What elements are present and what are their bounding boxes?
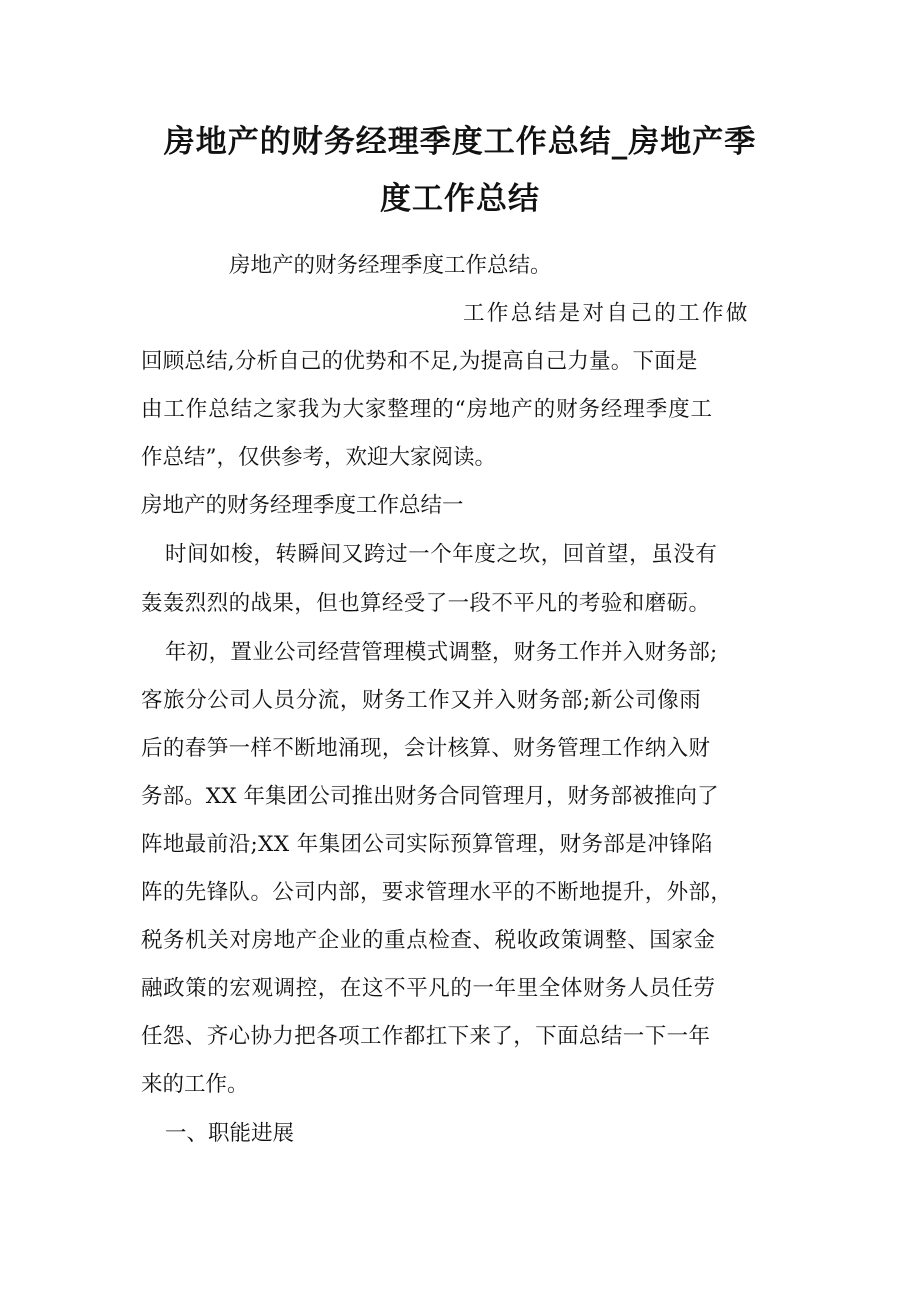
para2-line-3: 后的春笋一样不断地涌现，会计核算、财务管理工作纳入财 xyxy=(141,736,711,761)
intro-line-1: 工作总结是对自己的工作做 xyxy=(463,301,750,326)
para2-line-5: 阵地最前沿;XX 年集团公司实际预算管理，财务部是冲锋陷 xyxy=(141,832,713,857)
para2-line-2: 客旅分公司人员分流，财务工作又并入财务部;新公司像雨 xyxy=(141,688,702,713)
subheading-1: 一、职能进展 xyxy=(165,1121,295,1146)
para2-line-10: 来的工作。 xyxy=(141,1072,249,1097)
subtitle-line: 房地产的财务经理季度工作总结。 xyxy=(229,253,552,278)
para2-line-7: 税务机关对房地产企业的重点检查、税收政策调整、国家金 xyxy=(141,928,716,953)
para2-line-4: 务部。XX 年集团公司推出财务合同管理月，财务部被推向了 xyxy=(141,784,719,809)
intro-line-2: 回顾总结,分析自己的优势和不足,为提高自己力量。下面是 xyxy=(141,349,698,374)
document-title-line-2: 度工作总结 xyxy=(380,181,540,217)
document-title-line-1: 房地产的财务经理季度工作总结_房地产季 xyxy=(163,124,757,160)
section-heading: 房地产的财务经理季度工作总结一 xyxy=(141,493,464,518)
document-body xyxy=(141,0,781,1302)
para2-line-8: 融政策的宏观调控，在这不平凡的一年里全体财务人员任劳 xyxy=(141,976,716,1001)
intro-line-4: 作总结”，仅供参考，欢迎大家阅读。 xyxy=(141,445,496,470)
intro-line-3: 由工作总结之家我为大家整理的“房地产的财务经理季度工 xyxy=(141,397,713,422)
para2-line-9: 任怨、齐心协力把各项工作都扛下来了，下面总结一下一年 xyxy=(141,1024,711,1049)
para2-line-6: 阵的先锋队。公司内部，要求管理水平的不断地提升，外部， xyxy=(141,880,733,905)
para1-line-2: 轰轰烈烈的战果，但也算经受了一段不平凡的考验和磨砺。 xyxy=(141,591,711,616)
para1-line-1: 时间如梭，转瞬间又跨过一个年度之坎，回首望，虽没有 xyxy=(165,542,718,567)
para2-line-1: 年初，置业公司经营管理模式调整，财务工作并入财务部; xyxy=(165,640,718,665)
